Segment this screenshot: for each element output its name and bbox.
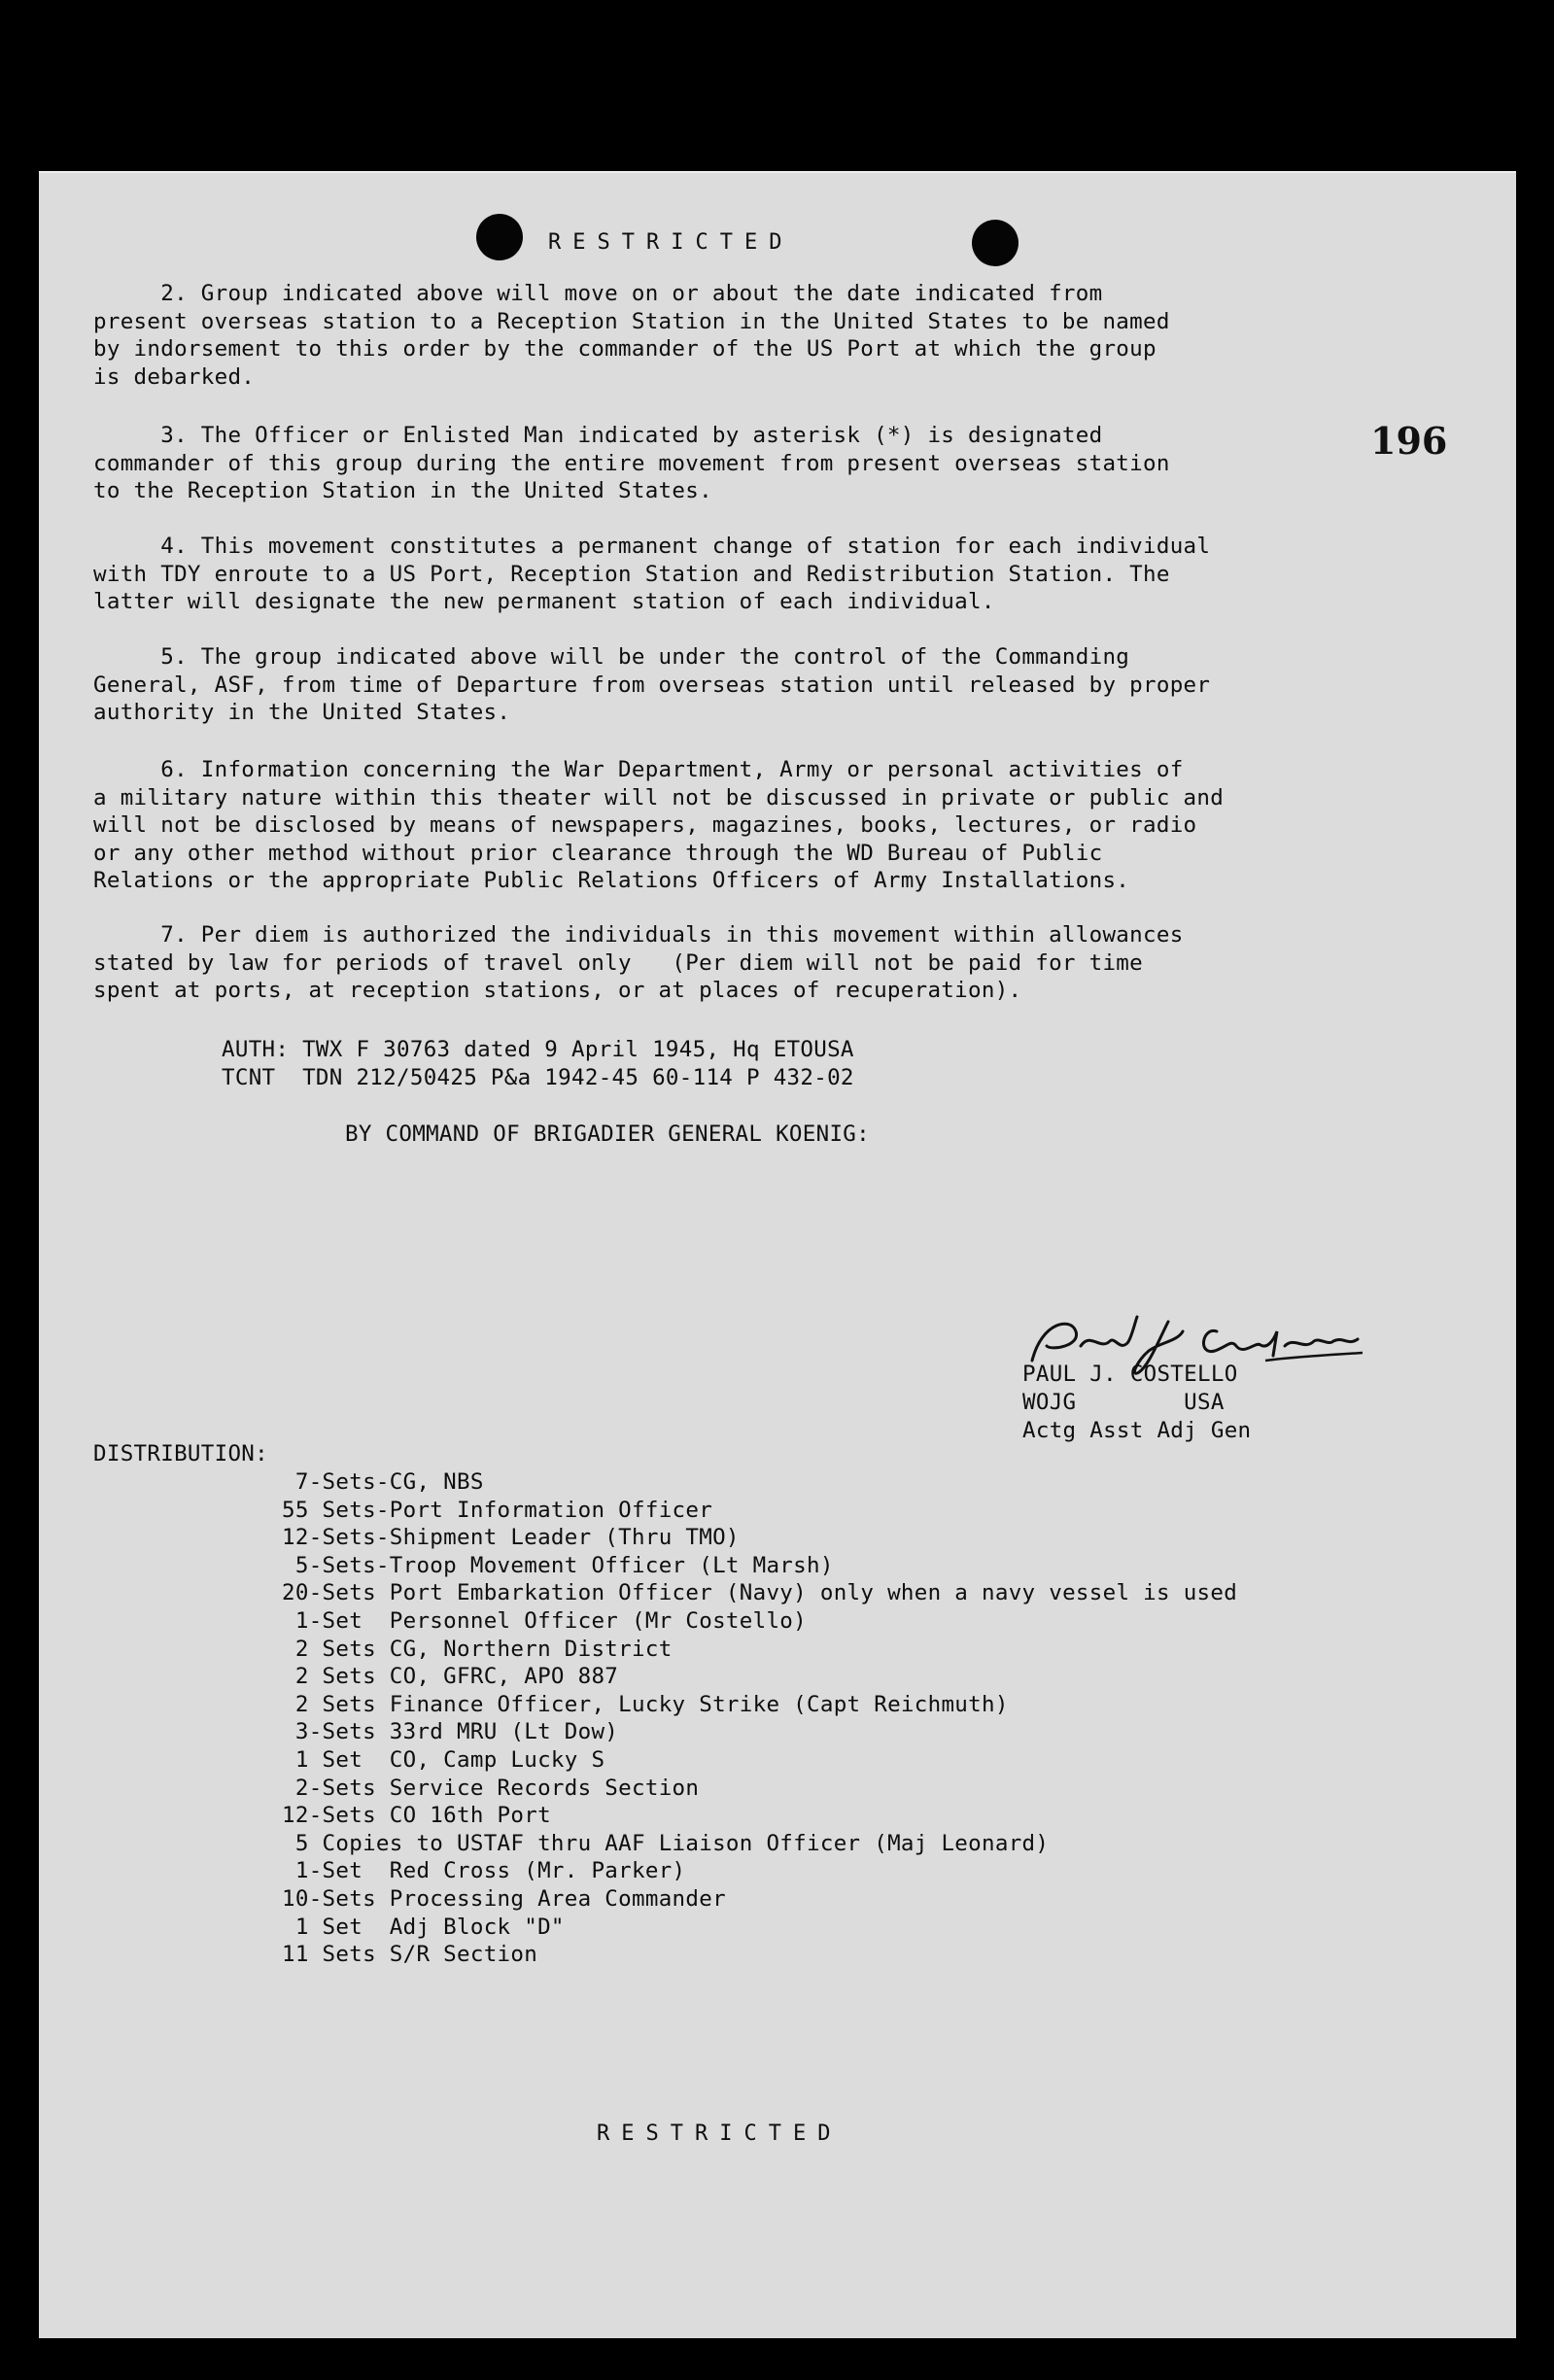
paragraph-4: 4. This movement constitutes a permanent change of station for each individual with TDY enroute to a US Port, Reception Station and Redistribution Station. The latter will designate the new permanent station of each individual.: [93, 534, 1211, 615]
list-item: 5 Copies to USTAF thru AAF Liaison Officer (Maj Leonard): [282, 1830, 1050, 1856]
list-item: 2 Sets CO, GFRC, APO 887: [282, 1664, 619, 1690]
signer-name: PAUL J. COSTELLO: [1022, 1362, 1238, 1387]
paragraph-5: 5. The group indicated above will be under the control of the Commanding General, ASF, from time of Departure from overseas station until released by proper authority in the United States.: [93, 644, 1211, 726]
list-item: 3-Sets 33rd MRU (Lt Dow): [282, 1719, 619, 1745]
paragraph-7: 7. Per diem is authorized the individuals in this movement within allowances stated by law for periods of travel only (Per diem will not be paid for time spent at ports, at reception stations, or at places of recuperation).: [93, 922, 1184, 1004]
document-page: [39, 171, 1516, 2338]
list-item: 11 Sets S/R Section: [282, 1942, 538, 1968]
list-item: 12-Sets CO 16th Port: [282, 1803, 551, 1829]
header-marking: RESTRICTED: [548, 230, 794, 255]
page-number: 196: [1370, 419, 1448, 463]
list-item: 2 Sets CG, Northern District: [282, 1636, 673, 1662]
list-item: 5-Sets-Troop Movement Officer (Lt Marsh): [282, 1552, 834, 1578]
paragraph-3: 3. The Officer or Enlisted Man indicated by asterisk (*) is designated commander of this group during the entire movement from present overseas station to the Reception Station in the United States.: [93, 423, 1170, 504]
distribution-label: DISTRIBUTION:: [93, 1441, 268, 1466]
list-item: 2-Sets Service Records Section: [282, 1775, 700, 1801]
footer-marking: RESTRICTED: [597, 2121, 843, 2146]
paragraph-2: 2. Group indicated above will move on or about the date indicated from present overseas station to a Reception Station in the United States to be named by indorsement to this order by the commander of the US Port at which the group is debarked.: [93, 281, 1170, 390]
list-item: 1 Set Adj Block "D": [282, 1914, 565, 1940]
list-item: 12-Sets-Shipment Leader (Thru TMO): [282, 1525, 740, 1551]
list-item: 20-Sets Port Embarkation Officer (Navy) only when a navy vessel is used: [282, 1580, 1238, 1606]
command-line: BY COMMAND OF BRIGADIER GENERAL KOENIG:: [345, 1121, 870, 1147]
list-item: 2 Sets Finance Officer, Lucky Strike (Capt Reichmuth): [282, 1691, 1009, 1717]
punch-hole-left: [476, 214, 523, 260]
punch-hole-right: [972, 220, 1019, 266]
auth-block: AUTH: TWX F 30763 dated 9 April 1945, Hq ETOUSA TCNT TDN 212/50425 P&a 1942-45 60-114 P 432-02: [222, 1037, 854, 1090]
paragraph-6: 6. Information concerning the War Department, Army or personal activities of a military nature within this theater will not be discussed in private or public and will not be disclosed by means of newspapers, magazines, books, lectures, or radio or any other method without prior clearance through the WD Bureau of Public Relations or the appropriate Public Relations Officers of Army Installations.: [93, 757, 1225, 894]
list-item: 1 Set CO, Camp Lucky S: [282, 1747, 605, 1773]
list-item: 10-Sets Processing Area Commander: [282, 1886, 726, 1912]
signer-rank: WOJG USA: [1022, 1390, 1225, 1415]
list-item: 1-Set Red Cross (Mr. Parker): [282, 1858, 686, 1884]
signer-title: Actg Asst Adj Gen: [1022, 1418, 1252, 1443]
list-item: 1-Set Personnel Officer (Mr Costello): [282, 1608, 807, 1634]
list-item: 7-Sets-CG, NBS: [282, 1469, 484, 1495]
list-item: 55 Sets-Port Information Officer: [282, 1497, 713, 1523]
